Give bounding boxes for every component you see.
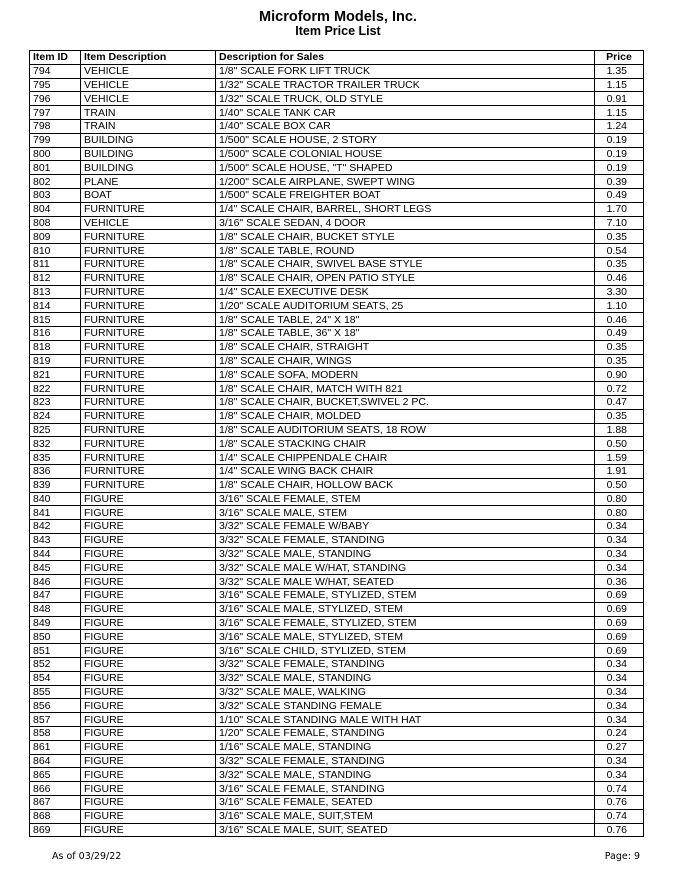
sales-description-cell: 3/32" SCALE FEMALE, STANDING <box>216 754 595 768</box>
item-description-cell: FIGURE <box>81 547 216 561</box>
sales-description-cell: 1/10" SCALE STANDING MALE WITH HAT <box>216 713 595 727</box>
table-row <box>30 478 644 492</box>
item-id-cell: 835 <box>30 451 81 465</box>
price-cell: 0.34 <box>595 561 644 575</box>
price-cell: 0.69 <box>595 616 644 630</box>
item-id-cell: 841 <box>30 506 81 520</box>
table-row <box>30 395 644 409</box>
sales-description-cell: 3/16" SCALE MALE, STEM <box>216 506 595 520</box>
item-description-cell: FURNITURE <box>81 244 216 258</box>
item-description-cell: FURNITURE <box>81 271 216 285</box>
sales-description-cell: 1/500" SCALE FREIGHTER BOAT <box>216 188 595 202</box>
table-row <box>30 671 644 685</box>
item-description-cell: FIGURE <box>81 630 216 644</box>
item-description-cell: FIGURE <box>81 740 216 754</box>
item-description-cell: FIGURE <box>81 809 216 823</box>
price-cell: 1.15 <box>595 78 644 92</box>
price-cell: 1.15 <box>595 106 644 120</box>
header-row <box>30 51 644 65</box>
sales-description-cell: 3/16" SCALE MALE, SUIT, SEATED <box>216 823 595 837</box>
item-id-cell: 819 <box>30 354 81 368</box>
sales-description-cell: 1/8" SCALE CHAIR, MATCH WITH 821 <box>216 382 595 396</box>
table-row <box>30 520 644 534</box>
table-row <box>30 809 644 823</box>
price-cell: 0.19 <box>595 133 644 147</box>
price-cell: 1.70 <box>595 202 644 216</box>
table-row <box>30 713 644 727</box>
table-row <box>30 561 644 575</box>
sales-description-cell: 1/500" SCALE COLONIAL HOUSE <box>216 147 595 161</box>
item-description-cell: FIGURE <box>81 713 216 727</box>
item-description-cell: FURNITURE <box>81 451 216 465</box>
item-id-cell: 824 <box>30 409 81 423</box>
price-cell: 0.69 <box>595 602 644 616</box>
item-description-cell: FURNITURE <box>81 299 216 313</box>
price-cell: 0.34 <box>595 713 644 727</box>
table-row <box>30 589 644 603</box>
table-row <box>30 340 644 354</box>
item-id-cell: 851 <box>30 644 81 658</box>
item-description-cell: FURNITURE <box>81 285 216 299</box>
table-row <box>30 409 644 423</box>
item-id-cell: 843 <box>30 533 81 547</box>
item-description-cell: BOAT <box>81 188 216 202</box>
item-id-cell: 869 <box>30 823 81 837</box>
item-id-cell: 812 <box>30 271 81 285</box>
item-description-cell: FIGURE <box>81 685 216 699</box>
item-description-cell: FIGURE <box>81 492 216 506</box>
price-cell: 3.30 <box>595 285 644 299</box>
item-id-cell: 839 <box>30 478 81 492</box>
item-description-cell: FIGURE <box>81 520 216 534</box>
price-cell: 0.80 <box>595 492 644 506</box>
item-id-cell: 867 <box>30 796 81 810</box>
item-id-cell: 852 <box>30 658 81 672</box>
item-id-cell: 801 <box>30 161 81 175</box>
item-id-cell: 815 <box>30 313 81 327</box>
item-description-cell: FIGURE <box>81 575 216 589</box>
price-cell: 0.35 <box>595 354 644 368</box>
sales-description-cell: 3/16" SCALE MALE, SUIT,STEM <box>216 809 595 823</box>
item-id-cell: 802 <box>30 175 81 189</box>
item-id-cell: 861 <box>30 740 81 754</box>
table-row <box>30 368 644 382</box>
item-description-cell: PLANE <box>81 175 216 189</box>
item-description-cell: BUILDING <box>81 133 216 147</box>
price-cell: 1.24 <box>595 119 644 133</box>
item-id-cell: 816 <box>30 326 81 340</box>
sales-description-cell: 1/8" SCALE FORK LIFT TRUCK <box>216 64 595 78</box>
page-title: Item Price List <box>295 24 381 38</box>
item-description-cell: FURNITURE <box>81 202 216 216</box>
item-id-cell: 858 <box>30 727 81 741</box>
price-cell: 0.34 <box>595 547 644 561</box>
item-id-cell: 865 <box>30 768 81 782</box>
table-row <box>30 175 644 189</box>
sales-description-cell: 1/8" SCALE STACKING CHAIR <box>216 437 595 451</box>
table-row <box>30 658 644 672</box>
table-row <box>30 285 644 299</box>
item-description-cell: FIGURE <box>81 589 216 603</box>
item-description-cell: FIGURE <box>81 644 216 658</box>
item-id-cell: 850 <box>30 630 81 644</box>
price-cell: 0.34 <box>595 671 644 685</box>
item-description-cell: FURNITURE <box>81 464 216 478</box>
price-cell: 0.76 <box>595 823 644 837</box>
sales-description-cell: 1/4" SCALE CHIPPENDALE CHAIR <box>216 451 595 465</box>
table-row <box>30 78 644 92</box>
sales-description-cell: 1/8" SCALE CHAIR, OPEN PATIO STYLE <box>216 271 595 285</box>
item-description-cell: VEHICLE <box>81 92 216 106</box>
item-id-cell: 840 <box>30 492 81 506</box>
sales-description-cell: 3/32" SCALE MALE, STANDING <box>216 547 595 561</box>
item-id-cell: 864 <box>30 754 81 768</box>
price-cell: 0.34 <box>595 699 644 713</box>
price-cell: 0.34 <box>595 768 644 782</box>
price-cell: 0.91 <box>595 92 644 106</box>
item-description-cell: FURNITURE <box>81 409 216 423</box>
sales-description-cell: 3/32" SCALE MALE W/HAT, SEATED <box>216 575 595 589</box>
sales-description-cell: 3/16" SCALE MALE, STYLIZED, STEM <box>216 602 595 616</box>
item-id-cell: 866 <box>30 782 81 796</box>
column-header-description-for-sales: Description for Sales <box>216 51 595 65</box>
price-cell: 0.46 <box>595 313 644 327</box>
sales-description-cell: 3/16" SCALE FEMALE, STEM <box>216 492 595 506</box>
sales-description-cell: 1/8" SCALE CHAIR, WINGS <box>216 354 595 368</box>
price-cell: 0.35 <box>595 257 644 271</box>
price-cell: 0.47 <box>595 395 644 409</box>
price-cell: 0.49 <box>595 326 644 340</box>
price-cell: 1.88 <box>595 423 644 437</box>
item-description-cell: FURNITURE <box>81 368 216 382</box>
sales-description-cell: 1/8" SCALE CHAIR, STRAIGHT <box>216 340 595 354</box>
item-description-cell: FURNITURE <box>81 437 216 451</box>
sales-description-cell: 1/8" SCALE CHAIR, MOLDED <box>216 409 595 423</box>
price-cell: 0.50 <box>595 437 644 451</box>
item-description-cell: FIGURE <box>81 533 216 547</box>
table-row <box>30 64 644 78</box>
price-cell: 0.36 <box>595 575 644 589</box>
table-row <box>30 533 644 547</box>
item-id-cell: 810 <box>30 244 81 258</box>
column-header-price: Price <box>595 51 644 65</box>
table-row <box>30 727 644 741</box>
item-description-cell: TRAIN <box>81 119 216 133</box>
item-description-cell: BUILDING <box>81 147 216 161</box>
price-cell: 0.35 <box>595 230 644 244</box>
item-id-cell: 800 <box>30 147 81 161</box>
sales-description-cell: 1/32" SCALE TRACTOR TRAILER TRUCK <box>216 78 595 92</box>
item-description-cell: FURNITURE <box>81 354 216 368</box>
price-cell: 0.69 <box>595 589 644 603</box>
sales-description-cell: 1/8" SCALE CHAIR, BUCKET,SWIVEL 2 PC. <box>216 395 595 409</box>
item-description-cell: FIGURE <box>81 768 216 782</box>
table-row <box>30 768 644 782</box>
price-cell: 0.69 <box>595 644 644 658</box>
item-description-cell: FURNITURE <box>81 382 216 396</box>
table-row <box>30 299 644 313</box>
price-cell: 0.72 <box>595 382 644 396</box>
table-row <box>30 630 644 644</box>
item-id-cell: 836 <box>30 464 81 478</box>
sales-description-cell: 1/200" SCALE AIRPLANE, SWEPT WING <box>216 175 595 189</box>
item-description-cell: FURNITURE <box>81 230 216 244</box>
item-id-cell: 809 <box>30 230 81 244</box>
item-description-cell: FIGURE <box>81 671 216 685</box>
table-row <box>30 437 644 451</box>
table-row <box>30 492 644 506</box>
table-row <box>30 644 644 658</box>
price-cell: 0.46 <box>595 271 644 285</box>
table-row <box>30 188 644 202</box>
item-id-cell: 795 <box>30 78 81 92</box>
item-id-cell: 794 <box>30 64 81 78</box>
sales-description-cell: 1/8" SCALE TABLE, ROUND <box>216 244 595 258</box>
sales-description-cell: 1/8" SCALE AUDITORIUM SEATS, 18 ROW <box>216 423 595 437</box>
table-row <box>30 161 644 175</box>
item-description-cell: VEHICLE <box>81 216 216 230</box>
as-of-date: As of 03/29/22 <box>52 851 122 862</box>
table-row <box>30 230 644 244</box>
item-description-cell: FIGURE <box>81 754 216 768</box>
item-id-cell: 796 <box>30 92 81 106</box>
table-row <box>30 740 644 754</box>
price-cell: 0.34 <box>595 533 644 547</box>
column-header-item-id: Item ID <box>30 51 81 65</box>
item-id-cell: 847 <box>30 589 81 603</box>
price-cell: 1.59 <box>595 451 644 465</box>
table-row <box>30 147 644 161</box>
item-id-cell: 823 <box>30 395 81 409</box>
sales-description-cell: 1/20" SCALE AUDITORIUM SEATS, 25 <box>216 299 595 313</box>
item-id-cell: 848 <box>30 602 81 616</box>
price-cell: 0.34 <box>595 685 644 699</box>
table-row <box>30 575 644 589</box>
sales-description-cell: 1/8" SCALE SOFA, MODERN <box>216 368 595 382</box>
sales-description-cell: 3/32" SCALE MALE, WALKING <box>216 685 595 699</box>
sales-description-cell: 3/16" SCALE FEMALE, STYLIZED, STEM <box>216 616 595 630</box>
item-id-cell: 846 <box>30 575 81 589</box>
sales-description-cell: 1/40" SCALE TANK CAR <box>216 106 595 120</box>
sales-description-cell: 1/4" SCALE WING BACK CHAIR <box>216 464 595 478</box>
item-description-cell: FURNITURE <box>81 257 216 271</box>
price-cell: 1.91 <box>595 464 644 478</box>
price-cell: 0.34 <box>595 658 644 672</box>
price-cell: 0.35 <box>595 340 644 354</box>
item-description-cell: BUILDING <box>81 161 216 175</box>
item-id-cell: 818 <box>30 340 81 354</box>
item-description-cell: FIGURE <box>81 616 216 630</box>
sales-description-cell: 1/4" SCALE CHAIR, BARREL, SHORT LEGS <box>216 202 595 216</box>
price-cell: 7.10 <box>595 216 644 230</box>
table-row <box>30 313 644 327</box>
table-row <box>30 216 644 230</box>
item-id-cell: 849 <box>30 616 81 630</box>
item-description-cell: TRAIN <box>81 106 216 120</box>
table-row <box>30 616 644 630</box>
sales-description-cell: 1/8" SCALE TABLE, 24" X 18" <box>216 313 595 327</box>
item-description-cell: FIGURE <box>81 506 216 520</box>
column-header-item-description: Item Description <box>81 51 216 65</box>
sales-description-cell: 3/16" SCALE FEMALE, STYLIZED, STEM <box>216 589 595 603</box>
table-row <box>30 119 644 133</box>
item-id-cell: 813 <box>30 285 81 299</box>
price-cell: 0.76 <box>595 796 644 810</box>
table-row <box>30 382 644 396</box>
item-description-cell: FURNITURE <box>81 340 216 354</box>
price-cell: 0.19 <box>595 147 644 161</box>
item-id-cell: 822 <box>30 382 81 396</box>
item-id-cell: 854 <box>30 671 81 685</box>
table-row <box>30 451 644 465</box>
sales-description-cell: 3/16" SCALE CHILD, STYLIZED, STEM <box>216 644 595 658</box>
sales-description-cell: 3/16" SCALE FEMALE, SEATED <box>216 796 595 810</box>
item-id-cell: 798 <box>30 119 81 133</box>
table-row <box>30 685 644 699</box>
sales-description-cell: 3/16" SCALE FEMALE, STANDING <box>216 782 595 796</box>
price-table-header <box>30 51 644 65</box>
sales-description-cell: 1/8" SCALE TABLE, 36" X 18" <box>216 326 595 340</box>
item-id-cell: 842 <box>30 520 81 534</box>
table-row <box>30 326 644 340</box>
item-description-cell: FURNITURE <box>81 326 216 340</box>
item-description-cell: FIGURE <box>81 796 216 810</box>
item-description-cell: FURNITURE <box>81 478 216 492</box>
sales-description-cell: 1/4" SCALE EXECUTIVE DESK <box>216 285 595 299</box>
item-id-cell: 803 <box>30 188 81 202</box>
item-description-cell: FIGURE <box>81 561 216 575</box>
sales-description-cell: 1/32" SCALE TRUCK, OLD STYLE <box>216 92 595 106</box>
item-id-cell: 811 <box>30 257 81 271</box>
sales-description-cell: 1/40" SCALE BOX CAR <box>216 119 595 133</box>
table-row <box>30 244 644 258</box>
table-row <box>30 271 644 285</box>
sales-description-cell: 1/16" SCALE MALE, STANDING <box>216 740 595 754</box>
item-id-cell: 855 <box>30 685 81 699</box>
item-id-cell: 856 <box>30 699 81 713</box>
item-description-cell: FIGURE <box>81 727 216 741</box>
sales-description-cell: 3/32" SCALE FEMALE, STANDING <box>216 658 595 672</box>
sales-description-cell: 3/16" SCALE SEDAN, 4 DOOR <box>216 216 595 230</box>
price-cell: 0.35 <box>595 409 644 423</box>
sales-description-cell: 1/8" SCALE CHAIR, HOLLOW BACK <box>216 478 595 492</box>
table-row <box>30 782 644 796</box>
page-number: Page: 9 <box>604 851 640 862</box>
table-row <box>30 754 644 768</box>
item-id-cell: 799 <box>30 133 81 147</box>
price-cell: 0.69 <box>595 630 644 644</box>
sales-description-cell: 3/32" SCALE FEMALE, STANDING <box>216 533 595 547</box>
item-id-cell: 868 <box>30 809 81 823</box>
table-row <box>30 202 644 216</box>
price-cell: 0.49 <box>595 188 644 202</box>
price-cell: 0.54 <box>595 244 644 258</box>
price-cell: 0.34 <box>595 754 644 768</box>
sales-description-cell: 3/32" SCALE FEMALE W/BABY <box>216 520 595 534</box>
table-row <box>30 257 644 271</box>
price-cell: 0.90 <box>595 368 644 382</box>
table-row <box>30 602 644 616</box>
sales-description-cell: 1/20" SCALE FEMALE, STANDING <box>216 727 595 741</box>
sales-description-cell: 1/500" SCALE HOUSE, 2 STORY <box>216 133 595 147</box>
price-cell: 1.10 <box>595 299 644 313</box>
sales-description-cell: 3/32" SCALE MALE W/HAT, STANDING <box>216 561 595 575</box>
item-description-cell: FURNITURE <box>81 313 216 327</box>
item-description-cell: FIGURE <box>81 699 216 713</box>
sales-description-cell: 3/32" SCALE MALE, STANDING <box>216 671 595 685</box>
price-cell: 0.74 <box>595 782 644 796</box>
company-name: Microform Models, Inc. <box>259 9 417 25</box>
item-description-cell: FIGURE <box>81 602 216 616</box>
price-cell: 0.74 <box>595 809 644 823</box>
sales-description-cell: 3/32" SCALE MALE, STANDING <box>216 768 595 782</box>
price-cell: 0.50 <box>595 478 644 492</box>
item-id-cell: 821 <box>30 368 81 382</box>
sales-description-cell: 3/16" SCALE MALE, STYLIZED, STEM <box>216 630 595 644</box>
item-id-cell: 825 <box>30 423 81 437</box>
price-table-body <box>30 64 644 837</box>
table-row <box>30 423 644 437</box>
item-id-cell: 844 <box>30 547 81 561</box>
price-cell: 0.39 <box>595 175 644 189</box>
price-cell: 0.27 <box>595 740 644 754</box>
table-row <box>30 106 644 120</box>
table-row <box>30 92 644 106</box>
table-row <box>30 354 644 368</box>
sales-description-cell: 1/8" SCALE CHAIR, BUCKET STYLE <box>216 230 595 244</box>
price-table <box>29 50 644 837</box>
item-id-cell: 814 <box>30 299 81 313</box>
table-row <box>30 464 644 478</box>
table-row <box>30 547 644 561</box>
item-id-cell: 832 <box>30 437 81 451</box>
table-row <box>30 506 644 520</box>
price-cell: 0.80 <box>595 506 644 520</box>
item-description-cell: FIGURE <box>81 782 216 796</box>
item-description-cell: VEHICLE <box>81 64 216 78</box>
price-cell: 0.34 <box>595 520 644 534</box>
table-row <box>30 823 644 837</box>
item-id-cell: 857 <box>30 713 81 727</box>
item-id-cell: 845 <box>30 561 81 575</box>
table-row <box>30 796 644 810</box>
item-description-cell: FIGURE <box>81 658 216 672</box>
item-description-cell: FURNITURE <box>81 395 216 409</box>
sales-description-cell: 3/32" SCALE STANDING FEMALE <box>216 699 595 713</box>
sales-description-cell: 1/500" SCALE HOUSE, "T" SHAPED <box>216 161 595 175</box>
price-cell: 1.35 <box>595 64 644 78</box>
sales-description-cell: 1/8" SCALE CHAIR, SWIVEL BASE STYLE <box>216 257 595 271</box>
item-id-cell: 797 <box>30 106 81 120</box>
item-description-cell: VEHICLE <box>81 78 216 92</box>
price-cell: 0.24 <box>595 727 644 741</box>
item-id-cell: 808 <box>30 216 81 230</box>
item-description-cell: FURNITURE <box>81 423 216 437</box>
table-row <box>30 699 644 713</box>
table-row <box>30 133 644 147</box>
item-description-cell: FIGURE <box>81 823 216 837</box>
item-id-cell: 804 <box>30 202 81 216</box>
price-cell: 0.19 <box>595 161 644 175</box>
